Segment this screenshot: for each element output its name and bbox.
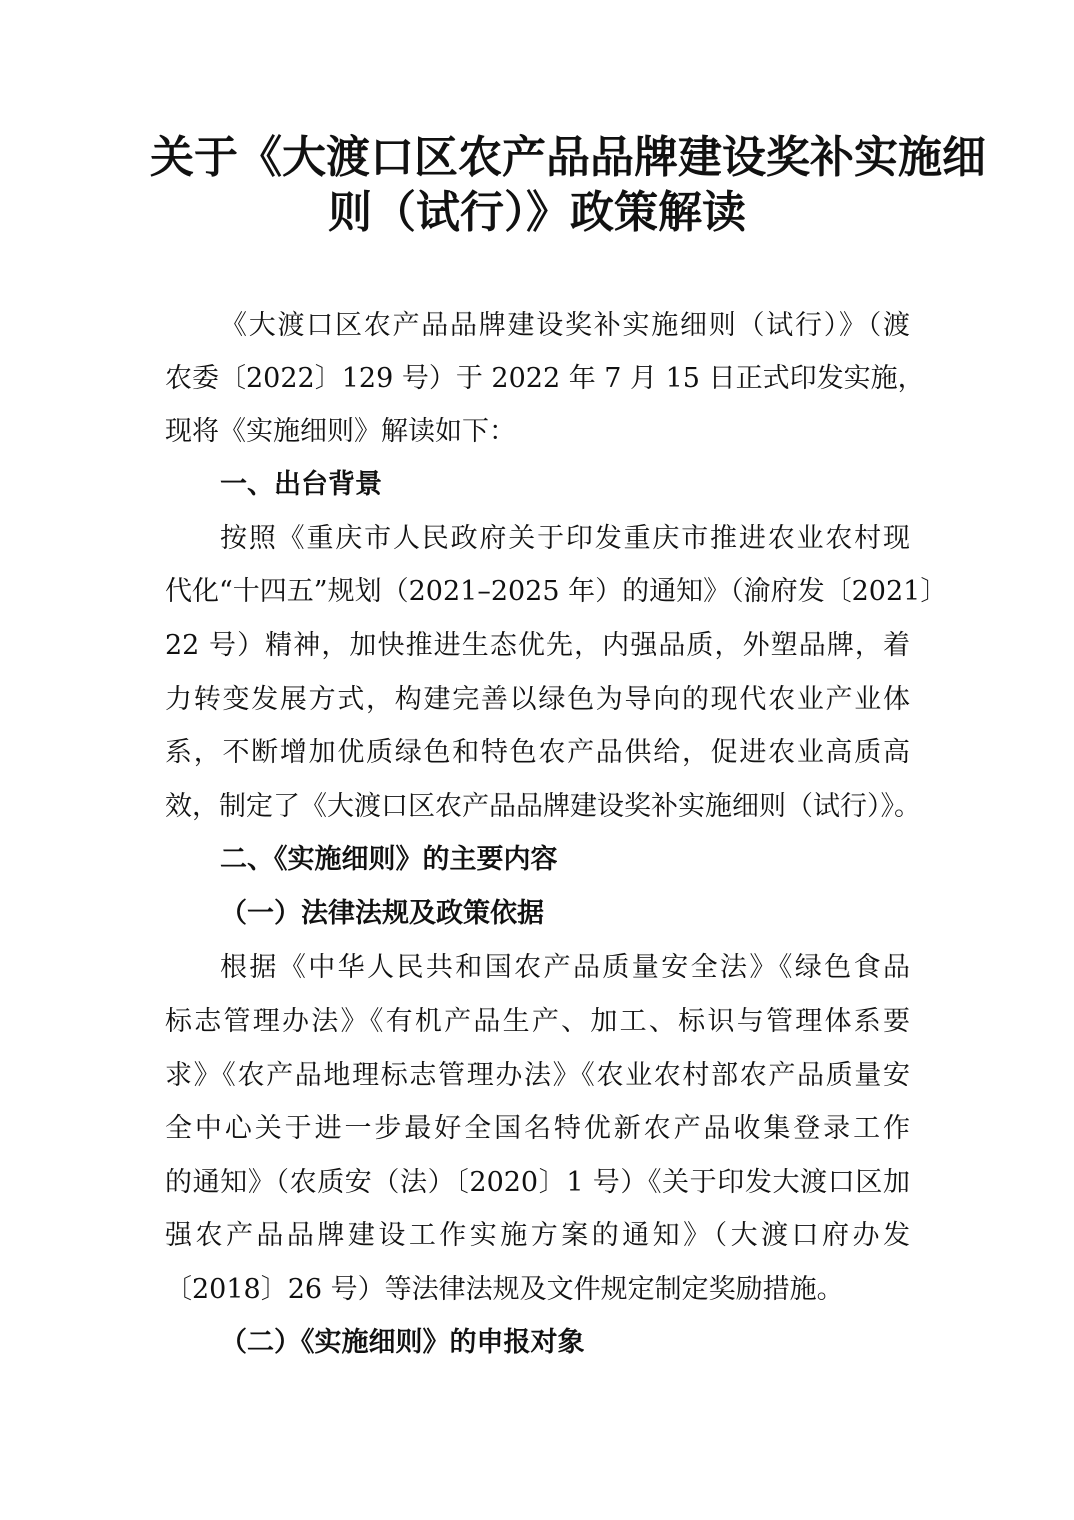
background-para-line-4: 力转变发展方式，构建完善以绿色为导向的现代农业产业体 xyxy=(165,684,910,715)
legal-basis-para-line-6: 强农产品品牌建设工作实施方案的通知》（大渡口府办发 xyxy=(165,1220,910,1251)
legal-basis-para-line-1: 根据《中华人民共和国农产品质量安全法》《绿色食品 xyxy=(220,952,910,983)
legal-basis-para-line-5: 的通知》（农质安（法）〔2020〕1 号）《关于印发大渡口区加 xyxy=(165,1167,910,1198)
section-heading-background: 一、出台背景 xyxy=(220,469,382,500)
background-para-line-6: 效，制定了《大渡口区农产品品牌建设奖补实施细则（试行）》。 xyxy=(165,791,921,822)
background-para-line-5: 系，不断增加优质绿色和特色农产品供给，促进农业高质高 xyxy=(165,737,910,768)
legal-basis-para-line-4: 全中心关于进一步最好全国名特优新农产品收集登录工作 xyxy=(165,1113,910,1144)
subsection-heading-legal-basis: （一）法律法规及政策依据 xyxy=(220,898,544,929)
background-para-line-2: 代化“十四五”规划（2021–2025 年）的通知》（渝府发〔2021〕 xyxy=(165,576,948,607)
subsection-heading-applicants: （二）《实施细则》的申报对象 xyxy=(220,1327,585,1358)
document-title-line-1: 关于《大渡口区农产品品牌建设奖补实施细 xyxy=(150,132,986,183)
legal-basis-para-line-3: 求》《农产品地理标志管理办法》《农业农村部农产品质量安 xyxy=(165,1060,910,1091)
document-title-line-2: 则（试行）》政策解读 xyxy=(328,187,746,238)
legal-basis-para-line-7: 〔2018〕26 号）等法律法规及文件规定制定奖励措施。 xyxy=(165,1274,844,1305)
section-heading-main-content: 二、《实施细则》的主要内容 xyxy=(220,844,558,875)
intro-line-2: 农委〔2022〕129 号）于 2022 年 7 月 15 日正式印发实施， xyxy=(165,363,925,394)
legal-basis-para-line-2: 标志管理办法》《有机产品生产、加工、标识与管理体系要 xyxy=(165,1006,910,1037)
background-para-line-3: 22 号）精神，加快推进生态优先，内强品质，外塑品牌，着 xyxy=(165,630,910,661)
intro-line-1: 《大渡口区农产品品牌建设奖补实施细则（试行）》（渡 xyxy=(220,310,910,341)
intro-line-3: 现将《实施细则》解读如下： xyxy=(165,416,516,447)
background-para-line-1: 按照《重庆市人民政府关于印发重庆市推进农业农村现 xyxy=(220,523,910,554)
